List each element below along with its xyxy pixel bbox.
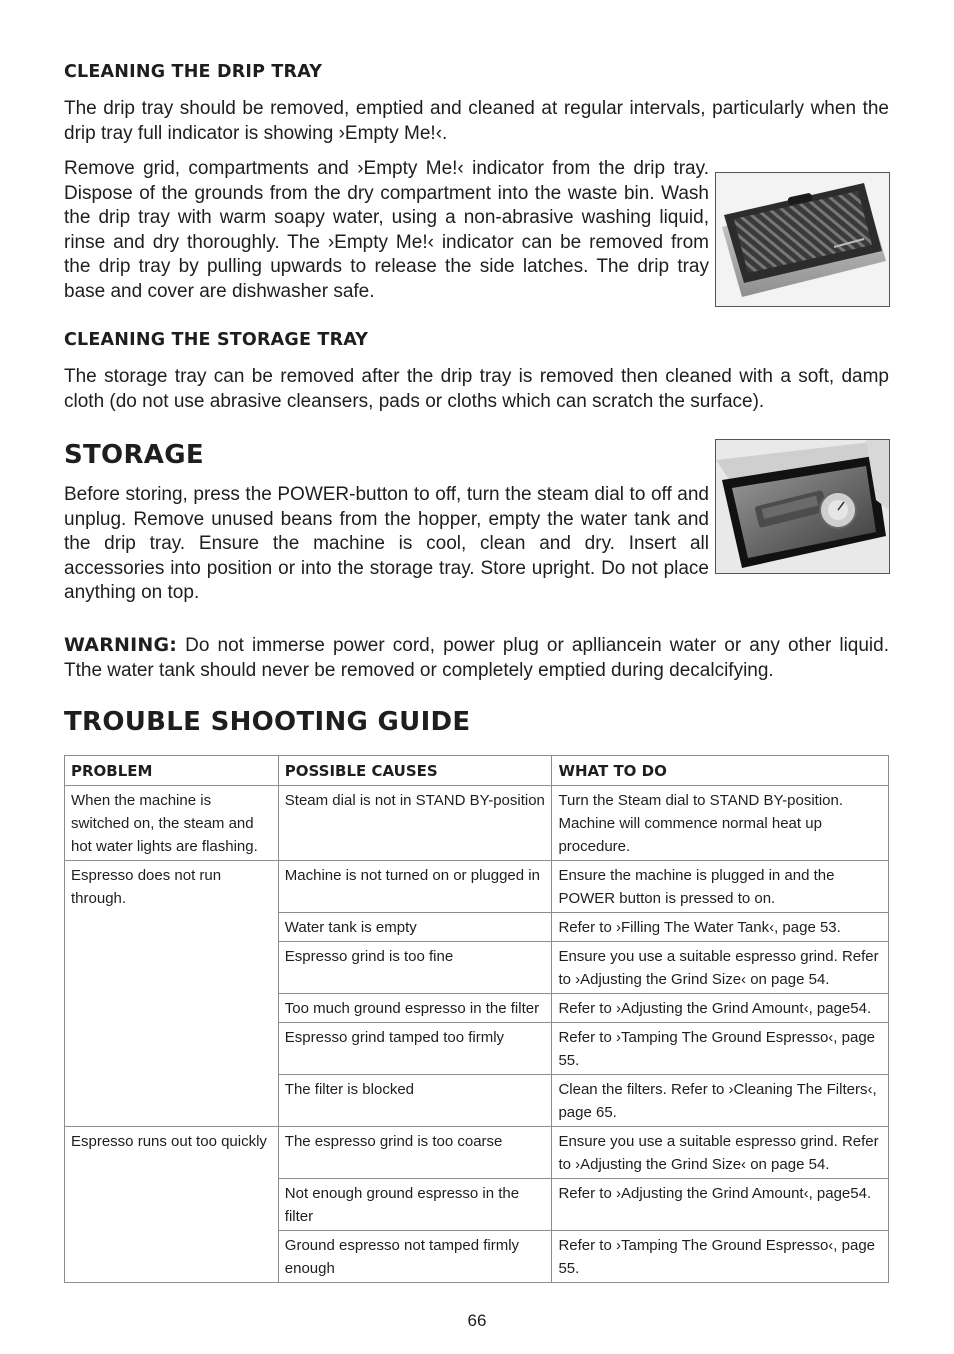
warning-paragraph <box>64 633 889 683</box>
drip-tray-photo <box>715 172 890 307</box>
table-row <box>65 861 889 913</box>
todo-cell: Refer to ›Adjusting the Grind Amount‹, page54. <box>552 1179 889 1231</box>
problem-cell: When the machine is switched on, the steam and hot water lights are flashing. <box>65 786 279 861</box>
column-header-problem: PROBLEM <box>65 756 279 786</box>
cause-cell: Espresso grind is too fine <box>278 942 552 994</box>
trouble-shooting-heading: TROUBLE SHOOTING GUIDE <box>64 707 471 737</box>
todo-cell: Refer to ›Filling The Water Tank‹, page 53. <box>552 913 889 942</box>
drip-tray-paragraph-2: Remove grid, compartments and ›Empty Me!‹ indicator from the drip tray. Dispose of the grounds from the dry compartment into the waste bin. Wash the drip tray with warm soapy water, using a non-abrasive washing liquid, rinse and dry thoroughly. The ›Empty Me!‹ indicator can be removed from the drip tray by pulling upwards to release the side latches. The drip tray base and cover are dishwasher safe. <box>64 158 709 302</box>
warning-label: WARNING: <box>64 634 178 656</box>
cause-cell: Steam dial is not in STAND BY-position <box>278 786 552 861</box>
problem-cell: Espresso does not run through. <box>65 861 279 1127</box>
cause-cell: Not enough ground espresso in the filter <box>278 1179 552 1231</box>
todo-cell: Refer to ›Tamping The Ground Espresso‹, page 55. <box>552 1231 889 1283</box>
storage-tray-heading: CLEANING THE STORAGE TRAY <box>64 330 369 350</box>
trouble-shooting-table <box>64 755 889 1283</box>
problem-cell: Espresso runs out too quickly <box>65 1127 279 1283</box>
cause-cell: Water tank is empty <box>278 913 552 942</box>
todo-cell: Clean the filters. Refer to ›Cleaning The Filters‹, page 65. <box>552 1075 889 1127</box>
column-header-what-to-do: WHAT TO DO <box>552 756 889 786</box>
todo-cell: Ensure you use a suitable espresso grind. Refer to ›Adjusting the Grind Size‹ on page 54. <box>552 1127 889 1179</box>
cause-cell: Machine is not turned on or plugged in <box>278 861 552 913</box>
table-row <box>65 1127 889 1179</box>
todo-cell: Ensure the machine is plugged in and the POWER button is pressed to on. <box>552 861 889 913</box>
cause-cell: The espresso grind is too coarse <box>278 1127 552 1179</box>
storage-tray-photo <box>715 439 890 574</box>
todo-cell: Refer to ›Tamping The Ground Espresso‹, page 55. <box>552 1023 889 1075</box>
drip-tray-paragraph-1: The drip tray should be removed, emptied and cleaned at regular intervals, particularly when the drip tray full indicator is showing ›Empty Me!‹. <box>64 98 889 144</box>
page-number: 66 <box>467 1311 487 1330</box>
warning-text: Do not immerse power cord, power plug or aplliancein water or any other liquid. Tthe water tank should never be removed or completely emptied during decalcifying. <box>64 635 889 681</box>
todo-cell: Ensure you use a suitable espresso grind. Refer to ›Adjusting the Grind Size‹ on page 54. <box>552 942 889 994</box>
storage-tray-paragraph: The storage tray can be removed after the drip tray is removed then cleaned with a soft, damp cloth (do not use abrasive cleansers, pads or cloths which can scratch the surface). <box>64 366 889 412</box>
column-header-possible-causes: POSSIBLE CAUSES <box>278 756 552 786</box>
cause-cell: Espresso grind tamped too firmly <box>278 1023 552 1075</box>
storage-paragraph: Before storing, press the POWER-button to off, turn the steam dial to off and unplug. Remove unused beans from the hopper, empty the water tank and the drip tray. Ensure the machine is cool, clean and dry. Insert all accessories into position or into the storage tray. Store upright. Do not place anything on top. <box>64 484 709 604</box>
todo-cell: Refer to ›Adjusting the Grind Amount‹, page54. <box>552 994 889 1023</box>
drip-tray-heading: CLEANING THE DRIP TRAY <box>64 62 323 82</box>
storage-heading: STORAGE <box>64 440 204 470</box>
cause-cell: Ground espresso not tamped firmly enough <box>278 1231 552 1283</box>
cause-cell: Too much ground espresso in the filter <box>278 994 552 1023</box>
todo-cell: Turn the Steam dial to STAND BY-position. Machine will commence normal heat up procedure. <box>552 786 889 861</box>
table-row <box>65 786 889 861</box>
table-header-row <box>65 756 889 786</box>
cause-cell: The filter is blocked <box>278 1075 552 1127</box>
